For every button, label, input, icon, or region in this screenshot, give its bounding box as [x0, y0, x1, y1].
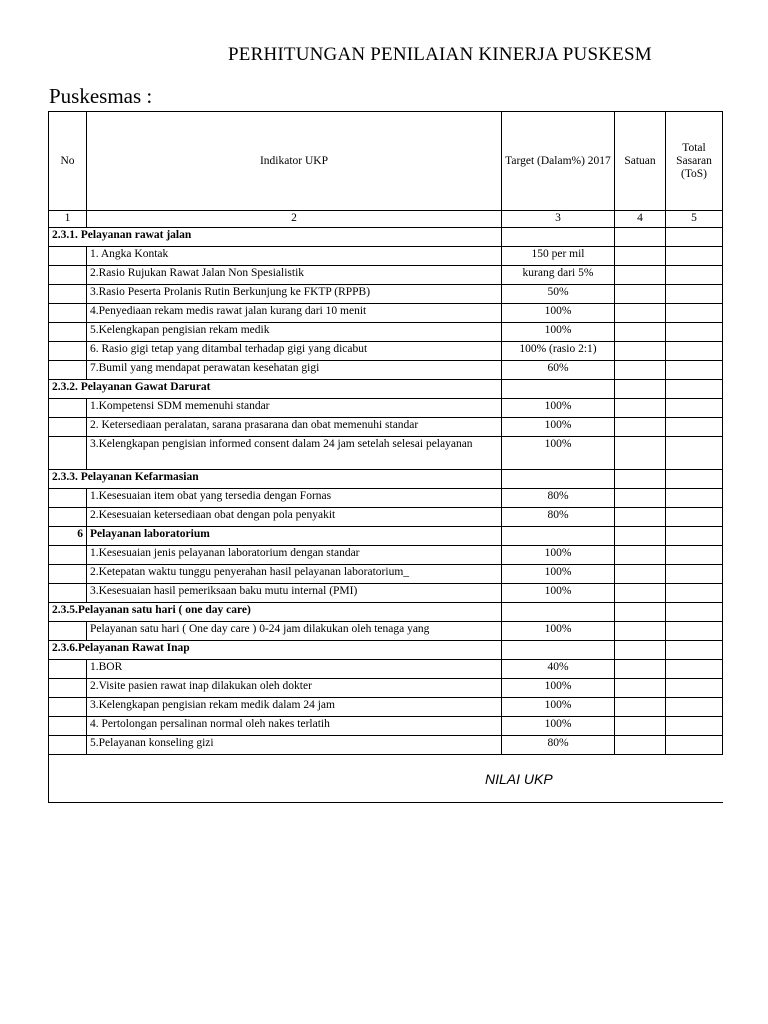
target-cell: 100% [502, 546, 615, 565]
total-sasaran-cell [666, 565, 723, 584]
no-cell [49, 399, 87, 418]
no-cell [49, 361, 87, 380]
empty-cell [502, 470, 615, 489]
total-sasaran-cell [666, 660, 723, 679]
target-cell: 100% [502, 565, 615, 584]
section-label: 2.3.6.Pelayanan Rawat Inap [49, 641, 502, 660]
target-cell: 100% [502, 437, 615, 470]
indikator-cell: 2.Visite pasien rawat inap dilakukan oleh dokter [87, 679, 502, 698]
table-row [49, 508, 723, 527]
total-sasaran-cell [666, 266, 723, 285]
table-row [49, 342, 723, 361]
no-cell [49, 418, 87, 437]
target-cell: 100% [502, 584, 615, 603]
table-row [49, 679, 723, 698]
satuan-cell [615, 717, 666, 736]
table-row [49, 266, 723, 285]
indikator-cell: 4. Pertolongan persalinan normal oleh nakes terlatih [87, 717, 502, 736]
target-cell: 60% [502, 361, 615, 380]
satuan-cell [615, 437, 666, 470]
target-cell: 100% [502, 418, 615, 437]
empty-cell [502, 603, 615, 622]
total-sasaran-cell [666, 285, 723, 304]
target-cell: kurang dari 5% [502, 266, 615, 285]
table-row [49, 418, 723, 437]
indikator-cell: 3.Kelengkapan pengisian informed consent dalam 24 jam setelah selesai pelayanan [87, 437, 502, 470]
satuan-cell [615, 323, 666, 342]
satuan-cell [615, 285, 666, 304]
indikator-cell: 6. Rasio gigi tetap yang ditambal terhadap gigi yang dicabut [87, 342, 502, 361]
table-row [49, 717, 723, 736]
satuan-cell [615, 660, 666, 679]
indikator-cell: 1.Kompetensi SDM memenuhi standar [87, 399, 502, 418]
total-sasaran-cell [666, 698, 723, 717]
total-sasaran-cell [666, 584, 723, 603]
table-row [49, 361, 723, 380]
target-cell: 80% [502, 489, 615, 508]
satuan-cell [615, 342, 666, 361]
empty-cell [666, 603, 723, 622]
indikator-cell: 5.Kelengkapan pengisian rekam medik [87, 323, 502, 342]
total-sasaran-cell [666, 736, 723, 755]
no-cell [49, 489, 87, 508]
empty-cell [615, 603, 666, 622]
indikator-cell: 5.Pelayanan konseling gizi [87, 736, 502, 755]
table-row [49, 437, 723, 470]
no-cell [49, 698, 87, 717]
header-satuan: Satuan [615, 112, 666, 211]
target-cell: 100% [502, 399, 615, 418]
indikator-cell: 3.Kesesuaian hasil pemeriksaan baku mutu internal (PMI) [87, 584, 502, 603]
indikator-cell: 2.Kesesuaian ketersediaan obat dengan pola penyakit [87, 508, 502, 527]
empty-cell [666, 527, 723, 546]
no-cell [49, 285, 87, 304]
empty-cell [666, 228, 723, 247]
indikator-cell: 2.Ketepatan waktu tunggu penyerahan hasil pelayanan laboratorium_ [87, 565, 502, 584]
target-cell: 100% [502, 698, 615, 717]
total-sasaran-cell [666, 399, 723, 418]
target-cell: 80% [502, 736, 615, 755]
no-cell [49, 437, 87, 470]
empty-cell [502, 641, 615, 660]
column-number: 1 [49, 211, 87, 228]
satuan-cell [615, 489, 666, 508]
table-row [49, 304, 723, 323]
table-row [49, 698, 723, 717]
table-row [49, 399, 723, 418]
indikator-cell: 3.Rasio Peserta Prolanis Rutin Berkunjung ke FKTP (RPPB) [87, 285, 502, 304]
indikator-cell: 2.Rasio Rujukan Rawat Jalan Non Spesialistik [87, 266, 502, 285]
table-row [49, 247, 723, 266]
no-cell [49, 266, 87, 285]
nilai-ukp-label: NILAI UKP [485, 771, 553, 787]
section-label: 2.3.2. Pelayanan Gawat Darurat [49, 380, 502, 399]
ukp-table-body [49, 112, 723, 803]
indikator-cell: 4.Penyediaan rekam medis rawat jalan kurang dari 10 menit [87, 304, 502, 323]
puskesmas-label: Puskesmas : [49, 84, 153, 108]
header-target: Target (Dalam%) 2017 [502, 112, 615, 211]
column-number-row [49, 211, 723, 228]
total-sasaran-cell [666, 546, 723, 565]
section-row [49, 641, 723, 660]
header-row [49, 112, 723, 211]
table-row [49, 660, 723, 679]
table-row [49, 546, 723, 565]
target-cell: 100% [502, 679, 615, 698]
section-number: 6 [49, 527, 87, 546]
ukp-table [48, 111, 723, 803]
indikator-cell: 1.Kesesuaian item obat yang tersedia dengan Fornas [87, 489, 502, 508]
no-cell [49, 679, 87, 698]
target-cell: 100% (rasio 2:1) [502, 342, 615, 361]
indikator-cell: 1.BOR [87, 660, 502, 679]
satuan-cell [615, 698, 666, 717]
satuan-cell [615, 584, 666, 603]
no-cell [49, 546, 87, 565]
section-row [49, 228, 723, 247]
empty-cell [615, 641, 666, 660]
section-label: 2.3.1. Pelayanan rawat jalan [49, 228, 502, 247]
satuan-cell [615, 399, 666, 418]
indikator-cell: 1. Angka Kontak [87, 247, 502, 266]
header-no: No [49, 112, 87, 211]
satuan-cell [615, 546, 666, 565]
column-number: 5 [666, 211, 723, 228]
indikator-cell: 3.Kelengkapan pengisian rekam medik dalam 24 jam [87, 698, 502, 717]
target-cell: 150 per mil [502, 247, 615, 266]
satuan-cell [615, 736, 666, 755]
no-cell [49, 622, 87, 641]
empty-cell [615, 380, 666, 399]
empty-cell [615, 527, 666, 546]
no-cell [49, 584, 87, 603]
empty-cell [615, 470, 666, 489]
empty-cell [502, 228, 615, 247]
total-sasaran-cell [666, 679, 723, 698]
no-cell [49, 508, 87, 527]
column-number: 2 [87, 211, 502, 228]
total-sasaran-cell [666, 437, 723, 470]
no-cell [49, 342, 87, 361]
header-total-sasaran: Total Sasaran (ToS) [666, 112, 723, 211]
no-cell [49, 247, 87, 266]
satuan-cell [615, 565, 666, 584]
page-title: PERHITUNGAN PENILAIAN KINERJA PUSKESM [228, 44, 652, 65]
total-sasaran-cell [666, 323, 723, 342]
total-sasaran-cell [666, 304, 723, 323]
satuan-cell [615, 361, 666, 380]
indikator-cell: 1.Kesesuaian jenis pelayanan laboratorium dengan standar [87, 546, 502, 565]
target-cell: 80% [502, 508, 615, 527]
empty-cell [666, 380, 723, 399]
empty-cell [666, 641, 723, 660]
satuan-cell [615, 247, 666, 266]
column-number: 4 [615, 211, 666, 228]
table-row [49, 736, 723, 755]
no-cell [49, 736, 87, 755]
satuan-cell [615, 304, 666, 323]
indikator-cell: Pelayanan satu hari ( One day care ) 0-24 jam dilakukan oleh tenaga yang [87, 622, 502, 641]
header-indikator: Indikator UKP [87, 112, 502, 211]
target-cell: 100% [502, 622, 615, 641]
table-row [49, 285, 723, 304]
indikator-cell: 7.Bumil yang mendapat perawatan kesehatan gigi [87, 361, 502, 380]
no-cell [49, 660, 87, 679]
footer-row [49, 755, 723, 803]
total-sasaran-cell [666, 489, 723, 508]
target-cell: 40% [502, 660, 615, 679]
section-label: Pelayanan laboratorium [87, 527, 502, 546]
no-cell [49, 304, 87, 323]
indikator-cell: 2. Ketersediaan peralatan, sarana prasarana dan obat memenuhi standar [87, 418, 502, 437]
empty-cell [502, 527, 615, 546]
table-row [49, 622, 723, 641]
table-row [49, 565, 723, 584]
no-cell [49, 323, 87, 342]
target-cell: 100% [502, 323, 615, 342]
satuan-cell [615, 266, 666, 285]
section-label: 2.3.5.Pelayanan satu hari ( one day care) [49, 603, 502, 622]
total-sasaran-cell [666, 622, 723, 641]
total-sasaran-cell [666, 361, 723, 380]
empty-cell [502, 380, 615, 399]
column-number: 3 [502, 211, 615, 228]
no-cell [49, 565, 87, 584]
section-label: 2.3.3. Pelayanan Kefarmasian [49, 470, 502, 489]
satuan-cell [615, 508, 666, 527]
satuan-cell [615, 622, 666, 641]
target-cell: 100% [502, 304, 615, 323]
satuan-cell [615, 679, 666, 698]
footer-cell [49, 755, 723, 803]
empty-cell [666, 470, 723, 489]
target-cell: 50% [502, 285, 615, 304]
total-sasaran-cell [666, 508, 723, 527]
target-cell: 100% [502, 717, 615, 736]
no-cell [49, 717, 87, 736]
section-row [49, 380, 723, 399]
table-row [49, 584, 723, 603]
total-sasaran-cell [666, 418, 723, 437]
section-row [49, 470, 723, 489]
empty-cell [615, 228, 666, 247]
total-sasaran-cell [666, 342, 723, 361]
total-sasaran-cell [666, 717, 723, 736]
section-row [49, 603, 723, 622]
table-row [49, 323, 723, 342]
section-row [49, 527, 723, 546]
satuan-cell [615, 418, 666, 437]
table-row [49, 489, 723, 508]
total-sasaran-cell [666, 247, 723, 266]
